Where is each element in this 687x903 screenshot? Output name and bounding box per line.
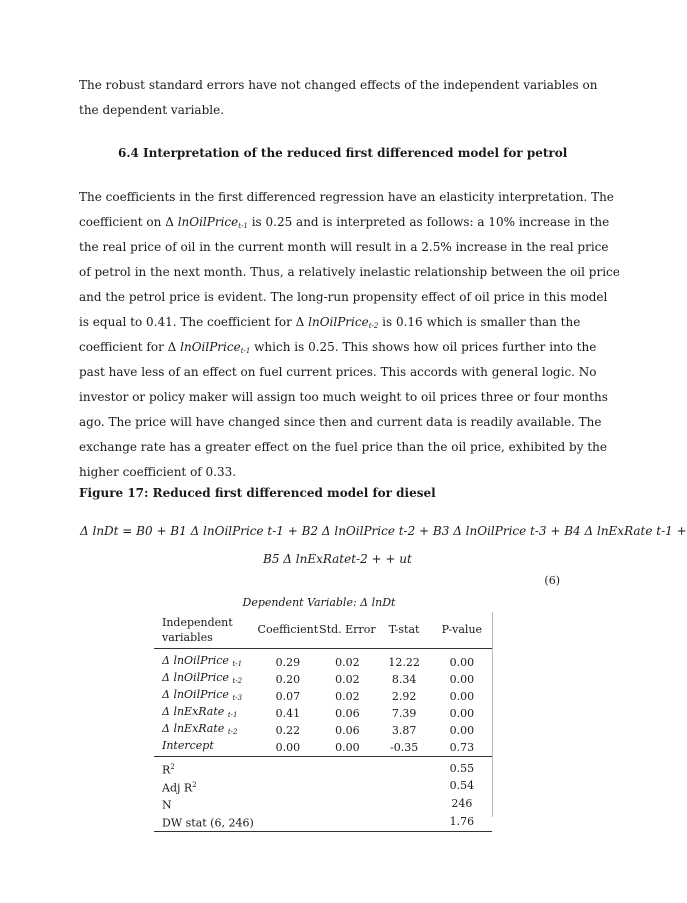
table-row (154, 739, 492, 757)
header-coefficient: Coefficient (257, 623, 319, 636)
paragraph-line: The coefficients in the first differenced regression have an elasticity interpretation. The (79, 190, 614, 204)
row-t-stat: 12.22 (376, 649, 431, 672)
row-coefficient: 0.41 (275, 706, 301, 720)
equation-line-2: B5 Δ lnExRatet-2 + + ut (263, 552, 412, 566)
stat-label: Adj $R^2$ (162, 780, 197, 795)
header-independent-variables: Independent variables (162, 616, 233, 644)
row-std-error: 0.06 (335, 723, 360, 737)
equation-line-1: Δ lnDt = B0 + B1 Δ lnOilPrice t-1 + B2 Δ lnOilPrice t-2 + B3 Δ lnOilPrice t-3 + B4 Δ lnExRate t-1 + (80, 524, 687, 538)
row-p-value: 0.00 (432, 649, 492, 672)
row-p-value: 0.00 (449, 689, 475, 703)
table-row (154, 671, 492, 688)
stat-row (154, 795, 492, 813)
paragraph-line: and the petrol price is evident. The long-run propensity effect of oil price in this model (79, 290, 608, 304)
paragraph-line: coefficient for Δ lnOilPrice$_{t-1}$ which is 0.25. This shows how oil prices further into the (79, 340, 597, 355)
row-variable: Δ lnOilPrice $_{t-1}$ (154, 649, 257, 672)
row-coefficient: 0.20 (275, 672, 301, 686)
paragraph-line: past have less of an effect on fuel current prices. This accords with general logic. No (79, 365, 597, 379)
row-coefficient: 0.00 (275, 740, 301, 754)
table-right-border (492, 612, 493, 817)
intro-line: The robust standard errors have not changed effects of the independent variables on (79, 78, 598, 92)
dependent-variable-caption: Dependent Variable: Δ lnDt (242, 596, 396, 609)
row-t-stat: 3.87 (391, 723, 417, 737)
table-row (154, 722, 492, 739)
row-t-stat: 7.39 (391, 706, 417, 720)
row-coefficient: 0.22 (275, 723, 301, 737)
regression-table (154, 612, 492, 832)
row-std-error: 0.02 (335, 689, 360, 703)
header-std-error: Std. Error (319, 623, 376, 636)
row-variable: Δ lnExRate $_{t-1}$ (162, 705, 238, 719)
stat-value: 0.54 (449, 779, 475, 793)
paragraph-line: the real price of oil in the current month will result in a 2.5% increase in the real price (79, 240, 609, 254)
paragraph-line: ago. The price will have changed since then and current data is readily available. The (79, 415, 602, 429)
stat-row (154, 778, 492, 796)
row-std-error: 0.06 (335, 706, 360, 720)
row-p-value: 0.73 (449, 740, 475, 754)
paragraph-line: higher coefficient of 0.33. (79, 465, 237, 479)
figure-heading: Figure 17: Reduced first differenced model for diesel (79, 486, 436, 500)
table-row (154, 705, 492, 722)
row-p-value: 0.00 (449, 723, 475, 737)
table-header-row (154, 612, 492, 649)
row-t-stat: 8.34 (391, 672, 417, 686)
row-variable: Intercept (162, 739, 214, 752)
statistics-rows (154, 757, 492, 832)
row-coefficient: 0.07 (275, 689, 301, 703)
row-t-stat: -0.35 (389, 740, 419, 754)
row-variable: Δ lnExRate $_{t-2}$ (162, 722, 238, 736)
table-row (154, 649, 492, 672)
stat-label: $R^2$ (154, 757, 257, 778)
row-t-stat: 2.92 (391, 689, 417, 703)
section-heading: 6.4 Interpretation of the reduced first differenced model for petrol (118, 146, 568, 160)
stat-value: 246 (451, 797, 473, 811)
paragraph-line: of petrol in the next month. Thus, a relatively inelastic relationship between the oil price (79, 265, 620, 279)
stat-label: DW stat (6, 246) (154, 813, 257, 831)
row-variable: Δ lnOilPrice $_{t-2}$ (162, 671, 243, 685)
stat-value: 0.55 (432, 757, 492, 778)
row-std-error: 0.02 (318, 649, 376, 672)
row-std-error: 0.02 (335, 672, 360, 686)
header-p-value: P-value (441, 623, 483, 636)
stat-row (154, 813, 492, 831)
row-p-value: 0.00 (449, 672, 475, 686)
row-variable: Δ lnOilPrice $_{t-3}$ (162, 688, 243, 702)
row-std-error: 0.00 (335, 740, 360, 754)
paragraph-line: exchange rate has a greater effect on the fuel price than the oil price, exhibited by the (79, 440, 607, 454)
equation-number: (6) (544, 574, 560, 587)
paragraph-line: investor or policy maker will assign too much weight to oil prices three or four months (79, 390, 608, 404)
paragraph-line: is equal to 0.41. The coefficient for Δ lnOilPrice$_{t-2}$ is 0.16 which is smaller than the (79, 315, 581, 330)
stat-value: 1.76 (432, 813, 492, 831)
row-coefficient: 0.29 (257, 649, 318, 672)
intro-paragraph (79, 73, 598, 123)
intro-line: the dependent variable. (79, 103, 225, 117)
row-p-value: 0.00 (449, 706, 475, 720)
table-row (154, 688, 492, 705)
paragraph-line: coefficient on Δ lnOilPrice$_{t-1}$ is 0.25 and is interpreted as follows: a 10% increase in the (79, 215, 610, 230)
stat-row (154, 757, 492, 778)
stat-label: N (162, 798, 172, 812)
interpretation-paragraph (79, 185, 620, 485)
coefficient-rows (154, 649, 492, 757)
header-t-stat: T-stat (388, 623, 420, 636)
